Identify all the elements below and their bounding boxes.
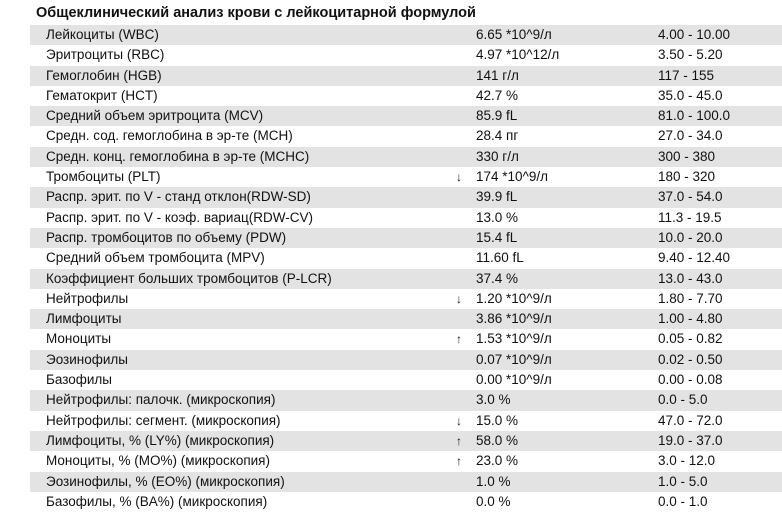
table-row	[30, 390, 782, 410]
result-value: 0.07 *10^9/л	[476, 351, 552, 367]
reference-range: 1.0 - 5.0	[658, 473, 708, 489]
result-value: 0.00 *10^9/л	[476, 372, 552, 388]
result-value: 58.0 %	[476, 432, 519, 448]
reference-range: 13.0 - 43.0	[658, 270, 723, 286]
table-row	[30, 86, 782, 106]
reference-range: 3.50 - 5.20	[658, 47, 723, 63]
reference-range: 35.0 - 45.0	[658, 87, 723, 103]
table-row	[30, 106, 782, 126]
test-name: Распр. эрит. по V - станд отклон(RDW-SD)	[46, 189, 311, 205]
table-row	[30, 208, 782, 228]
reference-range: 47.0 - 72.0	[658, 412, 723, 428]
test-name: Гематокрит (HCT)	[46, 87, 158, 103]
test-name: Лейкоциты (WBC)	[46, 27, 159, 42]
report-title: Общеклинический анализ крови с лейкоцитарной формулой	[36, 5, 476, 21]
deviation-flag-icon: ↓	[456, 413, 462, 428]
table-row	[30, 25, 782, 45]
result-value: 11.60 fL	[476, 250, 524, 266]
result-value: 330 г/л	[476, 148, 519, 164]
table-row	[30, 472, 782, 492]
result-value: 28.4 пг	[476, 128, 519, 144]
result-value: 3.86 *10^9/л	[476, 311, 552, 327]
table-row	[30, 147, 782, 167]
test-name: Средн. сод. гемоглобина в эр-те (MCH)	[46, 128, 293, 144]
result-value: 15.4 fL	[476, 229, 518, 245]
result-value: 3.0 %	[476, 392, 511, 408]
results-table	[30, 25, 782, 512]
reference-range: 0.05 - 0.82	[658, 331, 723, 347]
test-name: Нейтрофилы: палочк. (микроскопия)	[46, 392, 276, 408]
result-value: 23.0 %	[476, 453, 519, 469]
test-name: Средний объем тромбоцита (MPV)	[46, 250, 265, 266]
test-name: Тромбоциты (PLT)	[46, 169, 161, 185]
test-name: Базофилы	[46, 372, 112, 388]
test-name: Гемоглобин (HGB)	[46, 67, 162, 83]
table-row	[30, 187, 782, 207]
table-row	[30, 350, 782, 370]
deviation-flag-icon: ↓	[456, 170, 462, 185]
result-value: 1.20 *10^9/л	[476, 290, 552, 306]
result-value: 37.4 %	[476, 270, 519, 286]
table-row	[30, 248, 782, 268]
test-name: Базофилы, % (BA%) (микроскопия)	[46, 493, 268, 509]
table-row	[30, 45, 782, 65]
test-name: Нейтрофилы	[46, 290, 129, 306]
test-name: Эритроциты (RBC)	[46, 47, 165, 63]
reference-range: 180 - 320	[658, 169, 716, 185]
reference-range: 37.0 - 54.0	[658, 189, 723, 205]
deviation-flag-icon: ↑	[456, 454, 462, 469]
test-name: Нейтрофилы: сегмент. (микроскопия)	[46, 412, 281, 428]
table-row	[30, 126, 782, 146]
deviation-flag-icon: ↑	[456, 433, 462, 448]
table-row	[30, 431, 782, 451]
result-value: 13.0 %	[476, 209, 519, 225]
result-value: 42.7 %	[476, 87, 519, 103]
reference-range: 4.00 - 10.00	[658, 27, 731, 42]
reference-range: 1.80 - 7.70	[658, 290, 723, 306]
test-name: Моноциты, % (MO%) (микроскопия)	[46, 453, 270, 469]
table-row	[30, 289, 782, 309]
test-name: Средний объем эритроцита (MCV)	[46, 108, 264, 124]
reference-range: 81.0 - 100.0	[658, 108, 731, 124]
table-row	[30, 228, 782, 248]
reference-range: 1.00 - 4.80	[658, 311, 723, 327]
result-value: 4.97 *10^12/л	[476, 47, 560, 63]
result-value: 15.0 %	[476, 412, 519, 428]
table-row	[30, 370, 782, 390]
table-row	[30, 167, 782, 187]
test-name: Коэффициент больших тромбоцитов (P-LCR)	[46, 270, 332, 286]
reference-range: 0.00 - 0.08	[658, 372, 723, 388]
reference-range: 19.0 - 37.0	[658, 432, 723, 448]
result-value: 174 *10^9/л	[476, 169, 549, 185]
result-value: 6.65 *10^9/л	[476, 27, 552, 42]
table-row	[30, 492, 782, 512]
reference-range: 0.02 - 0.50	[658, 351, 723, 367]
reference-range: 3.0 - 12.0	[658, 453, 716, 469]
reference-range: 11.3 - 19.5	[658, 209, 722, 225]
table-row	[30, 309, 782, 329]
result-value: 1.0 %	[476, 473, 511, 489]
deviation-flag-icon: ↓	[456, 291, 462, 306]
reference-range: 0.0 - 5.0	[658, 392, 708, 408]
test-name: Средн. конц. гемоглобина в эр-те (MCHC)	[46, 148, 310, 164]
test-name: Распр. эрит. по V - коэф. вариац(RDW-CV)	[46, 209, 313, 225]
table-row	[30, 411, 782, 431]
result-value: 1.53 *10^9/л	[476, 331, 552, 347]
table-row	[30, 451, 782, 471]
test-name: Лимфоциты, % (LY%) (микроскопия)	[46, 432, 275, 448]
reference-range: 10.0 - 20.0	[658, 229, 723, 245]
result-value: 85.9 fL	[476, 108, 518, 124]
test-name: Моноциты	[46, 331, 112, 347]
table-row	[30, 269, 782, 289]
table-row	[30, 66, 782, 86]
test-name: Распр. тромбоцитов по объему (PDW)	[46, 229, 287, 245]
reference-range: 27.0 - 34.0	[658, 128, 723, 144]
test-name: Эозинофилы, % (EO%) (микроскопия)	[46, 473, 285, 489]
result-value: 0.0 %	[476, 493, 511, 509]
reference-range: 300 - 380	[658, 148, 716, 164]
reference-range: 117 - 155	[658, 67, 715, 83]
result-value: 39.9 fL	[476, 189, 518, 205]
reference-range: 0.0 - 1.0	[658, 493, 708, 509]
result-value: 141 г/л	[476, 67, 519, 83]
table-row	[30, 329, 782, 349]
test-name: Лимфоциты	[46, 311, 122, 327]
deviation-flag-icon: ↑	[456, 332, 462, 347]
test-name: Эозинофилы	[46, 351, 128, 367]
reference-range: 9.40 - 12.40	[658, 250, 731, 266]
